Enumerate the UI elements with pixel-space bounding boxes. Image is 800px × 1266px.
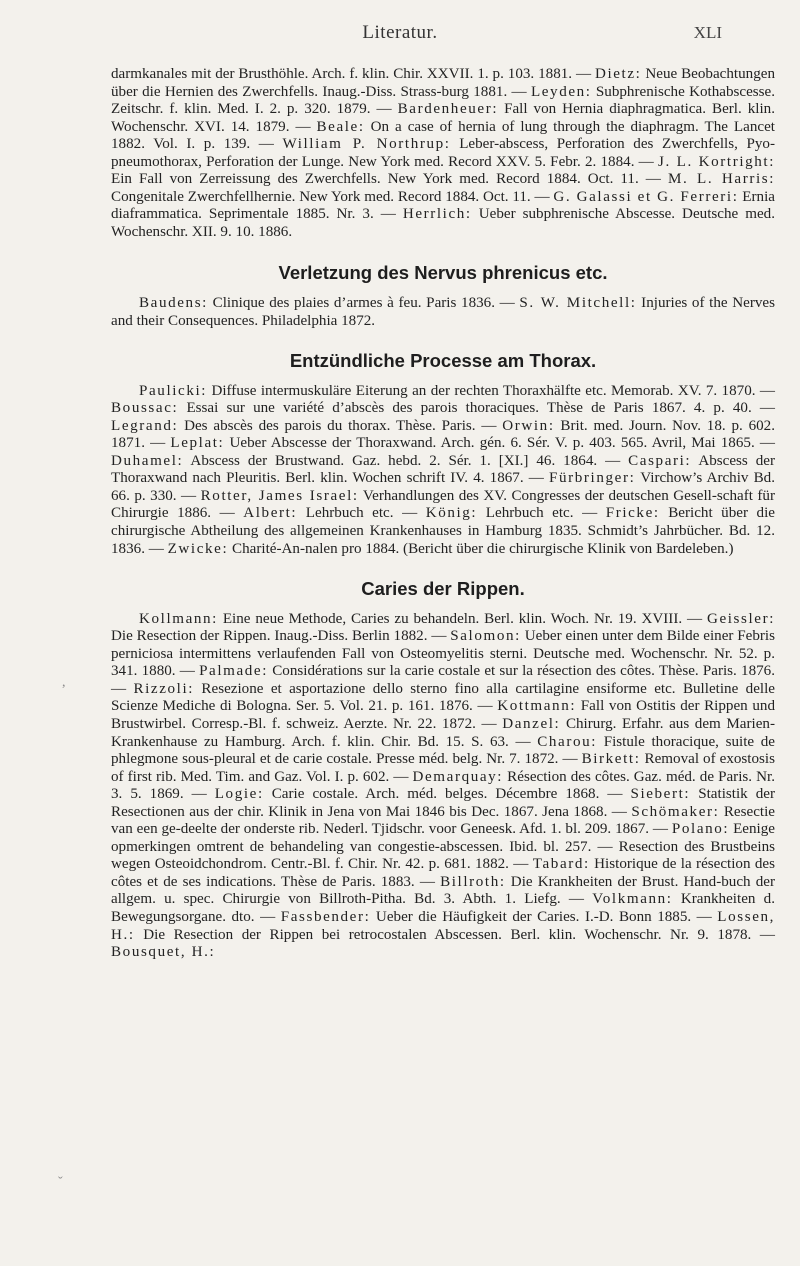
author-name: Beale: — [316, 118, 365, 135]
author-name: Demarquay: — [412, 768, 504, 785]
citation-text: Abscess der Thoraxwand nach Pleuritis. Berl. klin. Wochen schrift IV. 4. 1867. — — [111, 452, 775, 487]
citation-text: Clinique des plaies d’armes à feu. Paris 1836. — — [207, 295, 520, 312]
citation-text: Ernia diaframmatica. Seprimentale 1885. Nr. 3. — — [111, 188, 775, 223]
author-name: Danzel: — [502, 715, 561, 732]
citation-text: Injuries of the Nerves and their Consequences. Philadelphia 1872. — [111, 295, 775, 329]
section-heading-thorax: Entzündliche Processe am Thorax. — [289, 350, 597, 372]
citation-text: Subphrenische Kothabscesse. Zeitschr. f. klin. Med. I. 2. p. 320. 1879. — — [111, 83, 776, 118]
citation-text: Ueber die Häufigkeit der Caries. I.-D. Bonn 1885. — — [370, 908, 718, 925]
margin-tick-mark: , — [62, 675, 66, 690]
citation-text: Lehrbuch etc. — — [477, 505, 606, 522]
author-name: Legrand: — [111, 417, 179, 434]
citation-text: Carie costale. Arch. méd. belges. Décembre 1868. — — [263, 786, 631, 803]
author-name: Albert: — [243, 505, 298, 522]
author-name: Fassbender: — [280, 908, 371, 925]
citation-text: Die Krankheiten der Brust. Hand-buch der allgem. u. spec. Chirurgie von Billroth-Pitha. Bd. 3. Abth. 1. Liefg. — — [111, 873, 776, 908]
citation-text: Resectie van een ge-deelte der onderste rib. Nederl. Tjidschr. voor Geneesk. Afd. 1. bl. 209. 1867. — — [111, 803, 775, 838]
author-name: Salomon: — [450, 628, 521, 645]
margin-tick-mark: ˇ — [58, 1175, 63, 1190]
citation-text: Historique de la résection des côtes et de ses indications. Thèse de Paris. 1883. — — [111, 856, 775, 890]
citation-text: Ein Fall von Zerreissung des Zwerchfells. New York med. Record 1884. Oct. 11. — — [111, 171, 668, 188]
author-name: J. L. Kortright: — [657, 153, 776, 170]
author-name: Fricke: — [605, 505, 660, 522]
author-name: William P. Northrup: — [282, 136, 451, 153]
citation-text: Statistik der Resectionen aus der chir. Klinik in Jena von Mai 1846 bis Dec. 1867. Jena 1868. — — [111, 786, 775, 820]
citation-text: Leber-abscess, Perforation des Zwerchfells, Pyo-pneumothorax, Perforation der Lunge. New York med. Record XXV. 5. Febr. 2. 1884. — — [111, 136, 775, 170]
author-name: Caspari: — [628, 452, 692, 469]
author-name: Baudens: — [139, 295, 208, 312]
author-name: König: — [425, 505, 478, 522]
citation-text: Virchow’s Archiv Bd. 66. p. 330. — — [111, 470, 775, 504]
citation-text: Die Resection der Rippen. Inaug.-Diss. Berlin 1882. — — [111, 628, 451, 645]
author-name: Polano: — [671, 821, 730, 838]
citation-text: Ueber Abscesse der Thoraxwand. Arch. gén. 6. Sér. V. p. 403. 565. Avril, Mai 1865. — — [224, 435, 775, 452]
author-name: Boussac: — [111, 400, 179, 417]
author-name: Charou: — [537, 733, 598, 750]
author-name: Tabard: — [532, 856, 590, 873]
citation-text: Résection des côtes. Gaz. méd. de Paris. Nr. 3. 5. 1869. — — [111, 768, 775, 803]
citation-text: Des abscès des parois du thorax. Thèse. Paris. — — [178, 417, 503, 434]
citation-text: Brit. med. Journ. Nov. 18. p. 602. 1871. — — [111, 417, 775, 452]
citation-text: Ueber subphrenische Abscesse. Deutsche med. Wochenschr. XII. 9. 10. 1886. — [111, 206, 775, 240]
author-name: Palmade: — [199, 663, 269, 680]
author-name: Leyden: — [530, 83, 592, 100]
author-name: Bardenheuer: — [397, 101, 499, 118]
author-name: Paulicki: — [139, 382, 208, 399]
author-name: Volkmann: — [592, 891, 673, 908]
author-name: Fürbringer: — [549, 470, 636, 487]
citation-text: Eine neue Methode, Caries zu behandeln. Berl. klin. Woch. Nr. 19. XVIII. — — [217, 610, 707, 627]
author-name: Birkett: — [581, 751, 641, 768]
citation-text: Resezione et asportazione dello sterno fino alla cartilagine ensiforme etc. Bulletine delle Scienze Mediche di Bologna. Ser. 5. Vol. 21. p. 161. 1876. — — [111, 680, 775, 715]
citation-text: Fall von Ostitis der Rippen und Brustwirbel. Corresp.-Bl. f. schweiz. Aerzte. Nr. 22. 1872. — — [111, 698, 775, 732]
bibliography-body — [111, 66, 775, 962]
running-title: Literatur. — [362, 22, 438, 43]
author-name: G. Galassi et G. Ferreri: — [553, 188, 739, 205]
citation-text: Neue Beobachtungen über die Hernien des Zwerchfells. Inaug.-Diss. Strass-burg 1881. — — [111, 66, 775, 100]
author-name: Lossen, H.: — [111, 908, 776, 943]
author-name: Geissler: — [706, 610, 775, 627]
citation-text: Chirurg. Erfahr. aus dem Marien-Krankenhause zu Hamburg. Arch. f. klin. Chir. Bd. 15. S. 63. — — [111, 715, 775, 750]
citation-text: Essai sur une variété d’abscès des parois thoraciques. Thèse de Paris 1867. 4. p. 40. — — [178, 400, 775, 417]
citation-text: Die Resection der Rippen bei retrocostalen Abscessen. Berl. klin. Wochenschr. Nr. 9. 1878. — — [134, 926, 775, 943]
citation-text: Eenige opmerkingen omtrent de behandeling van congestie-abscessen. Ibid. bl. 257. — Resection des Brustbeins wegen Osteoidchondrom. Centr.-Bl. f. Chir. Nr. 42. p. 681. 1882. — — [111, 821, 775, 873]
author-name: Billroth: — [440, 873, 506, 890]
author-name: Kottmann: — [497, 698, 577, 715]
references-paragraph-intro — [111, 66, 775, 241]
citation-text: Fistule thoracique, suite de phlegmone sous-pleural et de carie costale. Presse méd. belg. Nr. 7. 1872. — — [111, 733, 775, 768]
author-name: Rizzoli: — [133, 680, 195, 697]
author-name: Zwicke: — [167, 540, 229, 557]
citation-text: Ueber einen unter dem Bilde einer Febris perniciosa intermittens verlaufenden Fall von Osteomyelitis sterni. Deutsche med. Wochenschr. Nr. 52. p. 341. 1880. — — [111, 628, 775, 680]
author-name: Schömaker: — [631, 803, 720, 820]
citation-text: On a case of hernia of lung through the diaphragm. The Lancet 1882. Vol. I. p. 139. — — [111, 118, 775, 153]
author-name: Orwin: — [502, 417, 555, 434]
section-heading-caries: Caries der Rippen. — [361, 578, 525, 600]
author-name: Logie: — [214, 786, 264, 803]
citation-text: Lehrbuch etc. — — [297, 505, 426, 522]
citation-text: Fall von Hernia diaphragmatica. Berl. klin. Wochenschr. XVI. 14. 1879. — — [111, 101, 775, 135]
author-name: Rotter, James Israel: — [200, 487, 359, 504]
citation-text: Considérations sur la carie costale et sur la résection des côtes. Thèse. Paris. 1876. — — [111, 663, 775, 697]
page-number: XLI — [693, 23, 722, 42]
running-head — [0, 22, 800, 52]
section-heading-phrenicus: Verletzung des Nervus phrenicus etc. — [278, 262, 608, 284]
author-name: Herrlich: — [402, 206, 472, 223]
references-paragraph-caries — [111, 611, 775, 962]
citation-text: Abscess der Brustwand. Gaz. hebd. 2. Sér. 1. [XI.] 46. 1864. — — [183, 452, 629, 469]
citation-text: Congenitale Zwerchfellhernie. New York med. Record 1884. Oct. 11. — — [111, 188, 554, 205]
author-name: Dietz: — [594, 66, 642, 82]
citation-text: darmkanales mit der Brusthöhle. Arch. f. klin. Chir. XXVII. 1. p. 103. 1881. — — [111, 66, 595, 82]
citation-text: Verhandlungen des XV. Congresses der deutschen Gesell-schaft für Chirurgie 1886. — — [111, 487, 775, 522]
author-name: Leplat: — [170, 435, 225, 452]
references-paragraph-thorax — [111, 383, 775, 558]
citation-text: Krankheiten d. Bewegungsorgane. dto. — — [111, 891, 775, 925]
author-name: Kollmann: — [139, 610, 218, 627]
author-name: Duhamel: — [111, 452, 184, 469]
citation-text: Charité-An-nalen pro 1884. (Bericht über die chirurgische Klinik von Bardeleben.) — [228, 540, 734, 557]
references-paragraph-phrenicus — [111, 295, 775, 330]
author-name: S. W. Mitchell: — [519, 295, 637, 312]
citation-text: Bericht über die chirurgische Abtheilung des allgemeinen Krankenhauses in Hamburg 1835. Schmidt’s Jahrbücher. Bd. 12. 1836. — — [111, 505, 775, 557]
citation-text: Diffuse intermuskuläre Eiterung an der rechten Thoraxhälfte etc. Memorab. XV. 7. 1870. — — [207, 382, 775, 399]
citation-text: Removal of exostosis of first rib. Med. Tim. and Gaz. Vol. I. p. 602. — — [111, 751, 775, 785]
author-name: Bousquet, H.: — [111, 944, 216, 961]
author-name: Siebert: — [630, 786, 691, 803]
author-name: M. L. Harris: — [667, 171, 776, 188]
